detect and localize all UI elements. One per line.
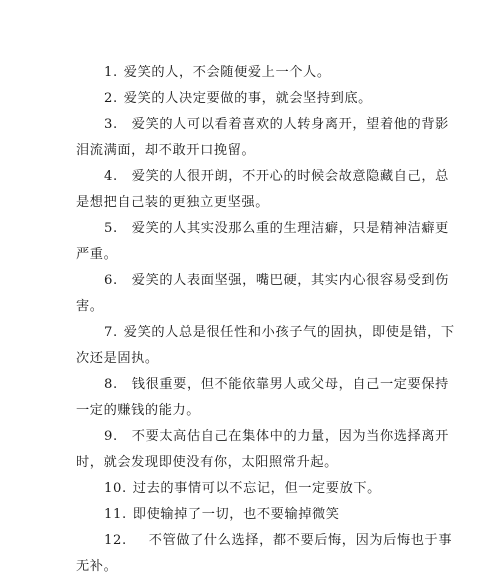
item-text: 钱很重要，但不能依靠男人或父母，自己一定要保持一定的赚钱的能力。 xyxy=(76,377,449,418)
list-item-12 xyxy=(76,528,456,580)
item-text: 爱笑的人可以看着喜欢的人转身离开，望着他的背影泪流满面，却不敢开口挽留。 xyxy=(76,117,449,158)
item-number: 7. xyxy=(104,325,118,340)
list-item-7 xyxy=(76,320,456,372)
item-number: 2. xyxy=(104,91,118,106)
list-item-4 xyxy=(76,164,456,216)
item-text: 爱笑的人，不会随便爱上一个人。 xyxy=(123,65,331,80)
item-number: 10. xyxy=(104,481,127,496)
item-number: 9. xyxy=(104,429,118,444)
quote-list xyxy=(76,60,456,580)
list-item-3 xyxy=(76,112,456,164)
item-text: 爱笑的人很开朗，不开心的时候会故意隐藏自己，总是想把自己装的更独立更坚强。 xyxy=(76,169,449,210)
item-number: 5. xyxy=(104,221,118,236)
item-number: 11. xyxy=(104,507,127,522)
item-text: 不要太高估自己在集体中的力量，因为当你选择离开时，就会发现即使没有你，太阳照常升起。 xyxy=(76,429,449,470)
list-item-8 xyxy=(76,372,456,424)
item-number: 8. xyxy=(104,377,118,392)
list-item-6 xyxy=(76,268,456,320)
list-item-11 xyxy=(76,502,456,528)
item-text: 爱笑的人决定要做的事，就会坚持到底。 xyxy=(123,91,372,106)
item-text: 爱笑的人其实没那么重的生理洁癖，只是精神洁癖更严重。 xyxy=(76,221,449,262)
list-item-1 xyxy=(76,60,456,86)
item-number: 1. xyxy=(104,65,118,80)
list-item-9 xyxy=(76,424,456,476)
item-text: 过去的事情可以不忘记，但一定要放下。 xyxy=(132,481,381,496)
list-item-10 xyxy=(76,476,456,502)
item-text: 爱笑的人总是很任性和小孩子气的固执，即使是错，下次还是固执。 xyxy=(76,325,455,366)
item-text: 不管做了什么选择，都不要后悔，因为后悔也于事无补。 xyxy=(76,533,453,574)
item-number: 3. xyxy=(104,117,118,132)
item-text: 即使输掉了一切，也不要输掉微笑 xyxy=(132,507,340,522)
list-item-5 xyxy=(76,216,456,268)
item-text: 爱笑的人表面坚强，嘴巴硬，其实内心很容易受到伤害。 xyxy=(76,273,449,314)
item-number: 4. xyxy=(104,169,118,184)
item-number: 12. xyxy=(104,533,127,548)
list-item-2 xyxy=(76,86,456,112)
item-number: 6. xyxy=(104,273,118,288)
